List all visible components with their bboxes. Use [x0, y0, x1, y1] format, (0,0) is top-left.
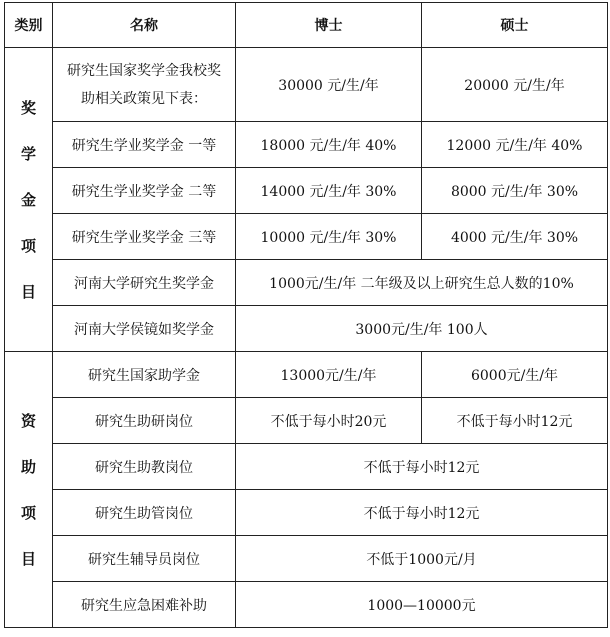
- row-name: 研究生助教岗位: [53, 444, 236, 490]
- table-row: [5, 122, 608, 168]
- master-value: 6000元/生/年: [422, 352, 608, 398]
- row-name: 研究生学业奖学金 二等: [53, 168, 236, 214]
- row-name: 研究生助研岗位: [53, 398, 236, 444]
- merged-value: 3000元/生/年 100人: [236, 306, 608, 352]
- master-value: 不低于每小时12元: [422, 398, 608, 444]
- row-name: 研究生学业奖学金 一等: [53, 122, 236, 168]
- table-row: [5, 306, 608, 352]
- merged-value: 不低于1000元/月: [236, 536, 608, 582]
- header-master: 硕士: [422, 3, 608, 48]
- row-name: 研究生助管岗位: [53, 490, 236, 536]
- row-name: 研究生辅导员岗位: [53, 536, 236, 582]
- row-name: 河南大学侯镜如奖学金: [53, 306, 236, 352]
- table-row: [5, 536, 608, 582]
- header-category: 类别: [5, 3, 53, 48]
- table-row: [5, 582, 608, 628]
- table-row: [5, 214, 608, 260]
- category-aid: 资 助 项 目: [5, 352, 53, 628]
- phd-value: 30000 元/生/年: [236, 48, 422, 122]
- phd-value: 不低于每小时20元: [236, 398, 422, 444]
- table-row: [5, 490, 608, 536]
- master-value: 12000 元/生/年 40%: [422, 122, 608, 168]
- row-name: 研究生学业奖学金 三等: [53, 214, 236, 260]
- phd-value: 10000 元/生/年 30%: [236, 214, 422, 260]
- table-row: [5, 398, 608, 444]
- merged-value: 1000元/生/年 二年级及以上研究生总人数的10%: [236, 260, 608, 306]
- row-name: 研究生国家助学金: [53, 352, 236, 398]
- table-row: [5, 444, 608, 490]
- table-row: [5, 168, 608, 214]
- table-row: [5, 48, 608, 122]
- table-row: [5, 260, 608, 306]
- category-scholarship: 奖 学 金 项 目: [5, 48, 53, 352]
- header-row: [5, 3, 608, 48]
- merged-value: 不低于每小时12元: [236, 444, 608, 490]
- row-name: 研究生国家奖学金我校奖 助相关政策见下表：: [53, 48, 236, 122]
- row-name: 研究生应急困难补助: [53, 582, 236, 628]
- merged-value: 不低于每小时12元: [236, 490, 608, 536]
- header-phd: 博士: [236, 3, 422, 48]
- phd-value: 13000元/生/年: [236, 352, 422, 398]
- table-row: [5, 352, 608, 398]
- master-value: 8000 元/生/年 30%: [422, 168, 608, 214]
- phd-value: 18000 元/生/年 40%: [236, 122, 422, 168]
- master-value: 4000 元/生/年 30%: [422, 214, 608, 260]
- master-value: 20000 元/生/年: [422, 48, 608, 122]
- funding-table: [4, 2, 608, 628]
- header-name: 名称: [53, 3, 236, 48]
- merged-value: 1000—10000元: [236, 582, 608, 628]
- phd-value: 14000 元/生/年 30%: [236, 168, 422, 214]
- row-name: 河南大学研究生奖学金: [53, 260, 236, 306]
